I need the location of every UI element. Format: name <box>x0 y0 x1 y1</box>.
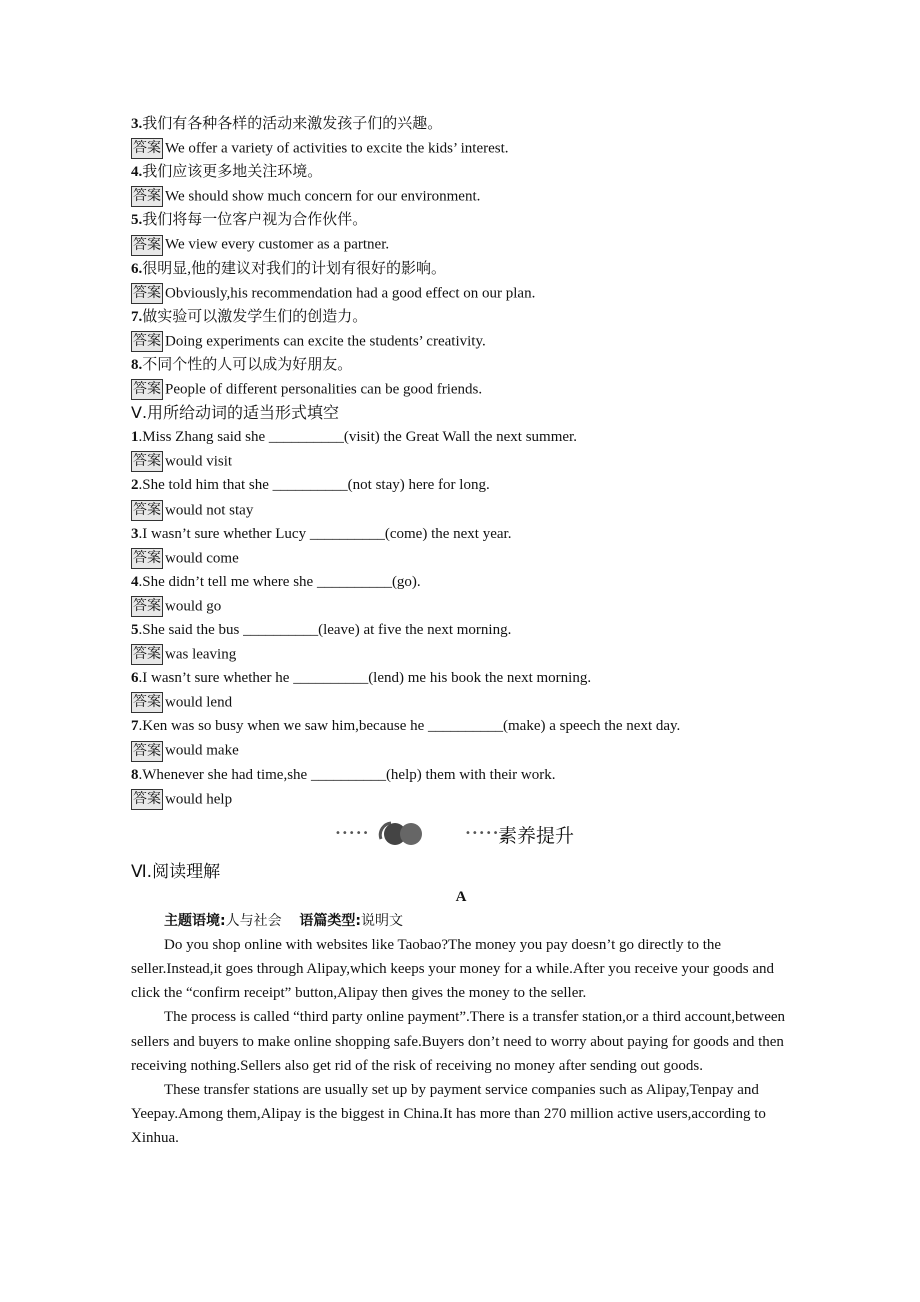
question-line: 3.I wasn’t sure whether Lucy __________(come) the next year. <box>131 525 512 542</box>
answer-badge: 答案 <box>131 331 163 352</box>
answer-line: 答案 People of different personalities can be good friends. <box>131 377 801 401</box>
question-line: 1.Miss Zhang said she __________(visit) the Great Wall the next summer. <box>131 429 577 446</box>
answer-badge: 答案 <box>131 692 163 713</box>
answer-line: 答案 was leaving <box>131 642 801 666</box>
question-line: 6.很明显,他的建议对我们的计划有很好的影响。 <box>131 260 447 277</box>
banner-title: 素养提升 <box>498 825 575 847</box>
question-line: 6.I wasn’t sure whether he __________(lend) me his book the next morning. <box>131 670 592 687</box>
answer-badge: 答案 <box>131 789 163 810</box>
paragraph: Do you shop online with websites like Taobao?The money you pay doesn’t go directly to the seller.Instead,it goes through Alipay,which keeps your money for a while.After you receive your goods and click the “confirm receipt” button,Alipay then gives the money to the seller. <box>131 937 775 1002</box>
question-line: 7.Ken was so busy when we saw him,because he __________(make) a speech the next day. <box>131 718 681 735</box>
answer-line: 答案 would lend <box>131 690 801 714</box>
question-line: 8.不同个性的人可以成为好朋友。 <box>131 356 353 373</box>
answer-badge: 答案 <box>131 451 163 472</box>
question-line: 4.我们应该更多地关注环境。 <box>131 164 323 181</box>
answer-badge: 答案 <box>131 644 163 665</box>
answer-line: 答案 would come <box>131 546 801 570</box>
answer-line: 答案 would help <box>131 787 801 811</box>
answer-badge: 答案 <box>131 186 163 207</box>
answer-line: 答案 Obviously,his recommendation had a good effect on our plan. <box>131 281 801 305</box>
answer-badge: 答案 <box>131 379 163 400</box>
dots-right: ••••• <box>465 828 500 839</box>
section-title: Ⅵ.阅读理解 <box>131 862 221 882</box>
answer-line: 答案 would go <box>131 594 801 618</box>
answer-badge: 答案 <box>131 741 163 762</box>
question-line: 5.She said the bus __________(leave) at five the next morning. <box>131 621 512 638</box>
topic-line: 主题语境:人与社会 语篇类型:说明文 <box>164 913 404 930</box>
section-banner <box>335 815 595 851</box>
answer-line: 答案 would visit <box>131 449 801 473</box>
paragraph: The process is called “third party online payment”.There is a transfer station,or a third account,between sellers and buyers to make online shopping safe.Buyers don’t need to worry about paying for goods and then receiving nothing.Sellers also get rid of the risk of receiving no money after sending out goods. <box>131 1009 786 1074</box>
answer-line: 答案 We view every customer as a partner. <box>131 232 801 256</box>
section-title: Ⅴ.用所给动词的适当形式填空 <box>131 403 340 423</box>
answer-line: 答案 We should show much concern for our environment. <box>131 184 801 208</box>
answer-line: 答案 Doing experiments can excite the students’ creativity. <box>131 329 801 353</box>
reading-section <box>131 859 801 1150</box>
answer-badge: 答案 <box>131 235 163 256</box>
answer-badge: 答案 <box>131 596 163 617</box>
question-line: 2.She told him that she __________(not stay) here for long. <box>131 477 490 494</box>
answer-line: 答案 would not stay <box>131 498 801 522</box>
question-line: 3.我们有各种各样的活动来激发孩子们的兴趣。 <box>131 116 443 132</box>
answer-badge: 答案 <box>131 500 163 521</box>
answer-line: 答案 We offer a variety of activities to excite the kids’ interest. <box>131 136 801 160</box>
question-line: 5.我们将每一位客户视为合作伙伴。 <box>131 212 368 229</box>
dots-left: ••••• <box>335 828 370 839</box>
question-line: 4.She didn’t tell me where she __________(go). <box>131 573 421 590</box>
answer-badge: 答案 <box>131 138 163 159</box>
answer-badge: 答案 <box>131 548 163 569</box>
banner-circles-icon <box>373 817 427 849</box>
question-line: 8.Whenever she had time,she __________(help) them with their work. <box>131 766 556 783</box>
translation-section <box>131 112 801 811</box>
passage-label: A <box>455 889 467 905</box>
answer-line: 答案 would make <box>131 738 801 762</box>
paragraph: These transfer stations are usually set up by payment service companies such as Alipay,Tenpay and Yeepay.Among them,Alipay is the biggest in China.It has more than 270 million active users,according to Xinhua. <box>131 1081 766 1146</box>
answer-badge: 答案 <box>131 283 163 304</box>
question-line: 7.做实验可以激发学生们的创造力。 <box>131 308 368 325</box>
